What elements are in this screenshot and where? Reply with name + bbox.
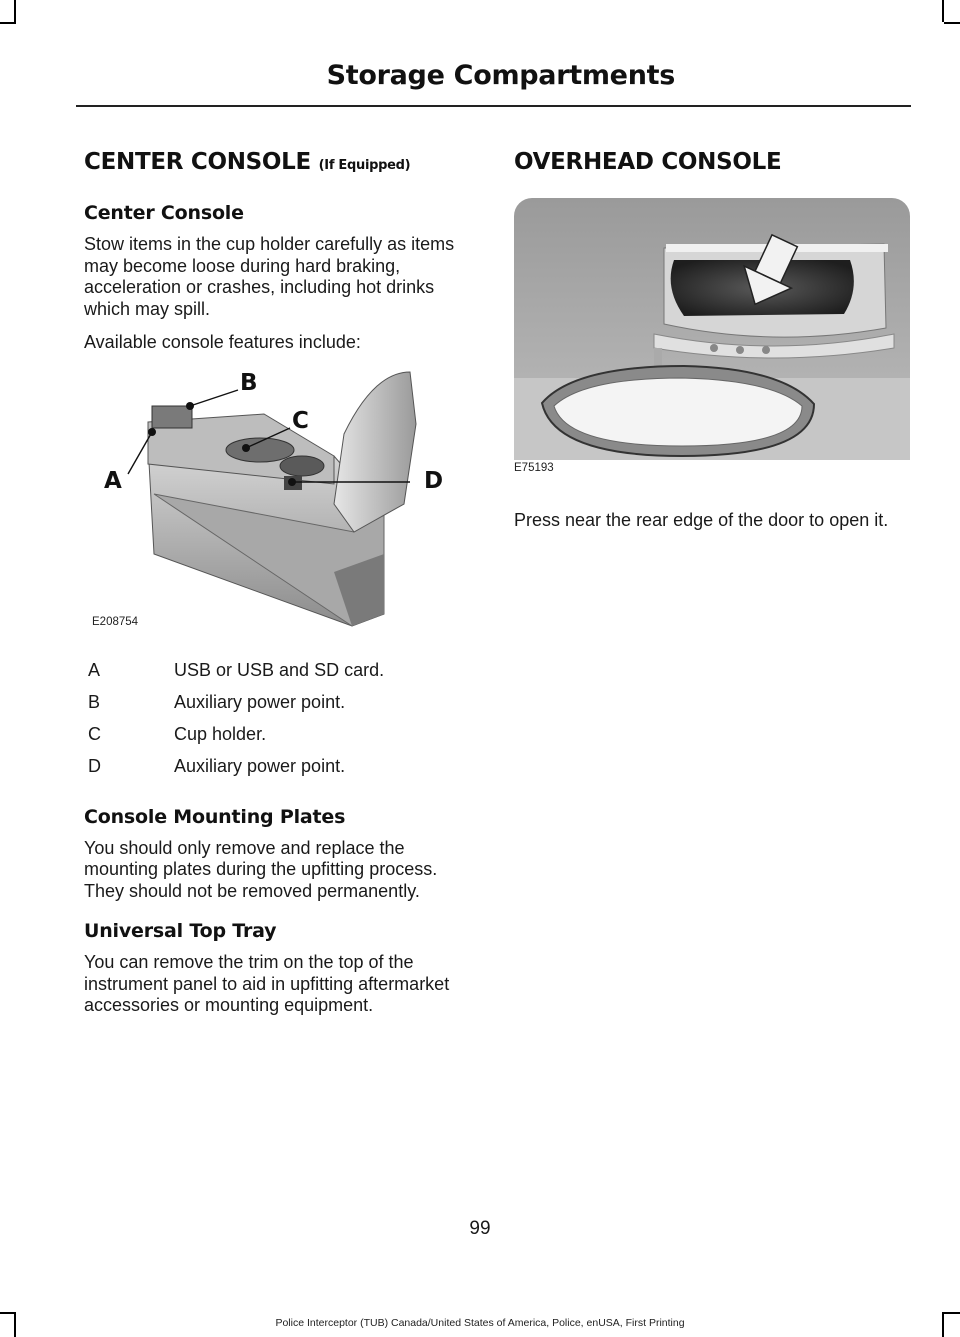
overhead-console-illustration [514, 198, 910, 460]
paragraph: Stow items in the cup holder carefully as items may become loose during hard braking, acceleration or crashes, including hot drinks which may spill. [84, 234, 455, 319]
page-header-title: Storage Compartments [326, 60, 675, 91]
crop-mark [942, 0, 944, 22]
legend-key: C [88, 723, 101, 744]
section-qualifier: (If Equipped) [318, 158, 411, 173]
legend-text: Cup holder. [174, 723, 267, 744]
crop-mark [944, 1312, 960, 1314]
legend [84, 660, 476, 788]
legend-key: A [88, 659, 101, 680]
crop-mark [14, 0, 16, 22]
legend-row [84, 660, 476, 692]
legend-text: Auxiliary power point. [174, 755, 346, 776]
crop-mark [0, 22, 16, 24]
legend-row [84, 692, 476, 724]
header-rule [76, 105, 911, 107]
subsection-title: Center Console [84, 202, 244, 224]
legend-text: USB or USB and SD card. [174, 659, 385, 680]
callout-d: D [424, 467, 444, 494]
console-illustration [84, 364, 476, 644]
paragraph: Press near the rear edge of the door to open it. [514, 510, 889, 530]
figure-overhead-console [514, 198, 910, 478]
legend-key: D [88, 755, 101, 776]
section-title-text: CENTER CONSOLE [84, 149, 311, 175]
callout-b: B [240, 369, 258, 396]
figure-id: E208754 [92, 615, 139, 628]
section-title-overhead-console: OVERHEAD CONSOLE [514, 149, 782, 175]
legend-row [84, 724, 476, 756]
legend-key: B [88, 691, 101, 712]
crop-mark [944, 22, 960, 24]
subsection-title: Universal Top Tray [84, 920, 277, 942]
right-column [514, 148, 914, 532]
section-title-center-console [84, 148, 476, 180]
crop-mark [0, 1312, 16, 1314]
figure-id: E75193 [514, 462, 554, 474]
figure-center-console [84, 364, 476, 644]
page-number: 99 [469, 1218, 491, 1239]
paragraph: Available console features include: [84, 332, 361, 352]
legend-text: Auxiliary power point. [174, 691, 346, 712]
subsection-title: Console Mounting Plates [84, 805, 346, 828]
paragraph: You should only remove and replace the mounting plates during the upfitting process. They should not be removed permanently. [84, 837, 438, 901]
left-column [84, 148, 476, 1017]
page-footer: Police Interceptor (TUB) Canada/United States of America, Police, enUSA, First Printing [275, 1317, 685, 1329]
legend-row [84, 756, 476, 788]
paragraph: You can remove the trim on the top of the instrument panel to aid in upfitting aftermarket accessories or mounting equipment. [84, 952, 450, 1015]
callout-c: C [292, 407, 309, 434]
callout-a: A [104, 467, 122, 494]
